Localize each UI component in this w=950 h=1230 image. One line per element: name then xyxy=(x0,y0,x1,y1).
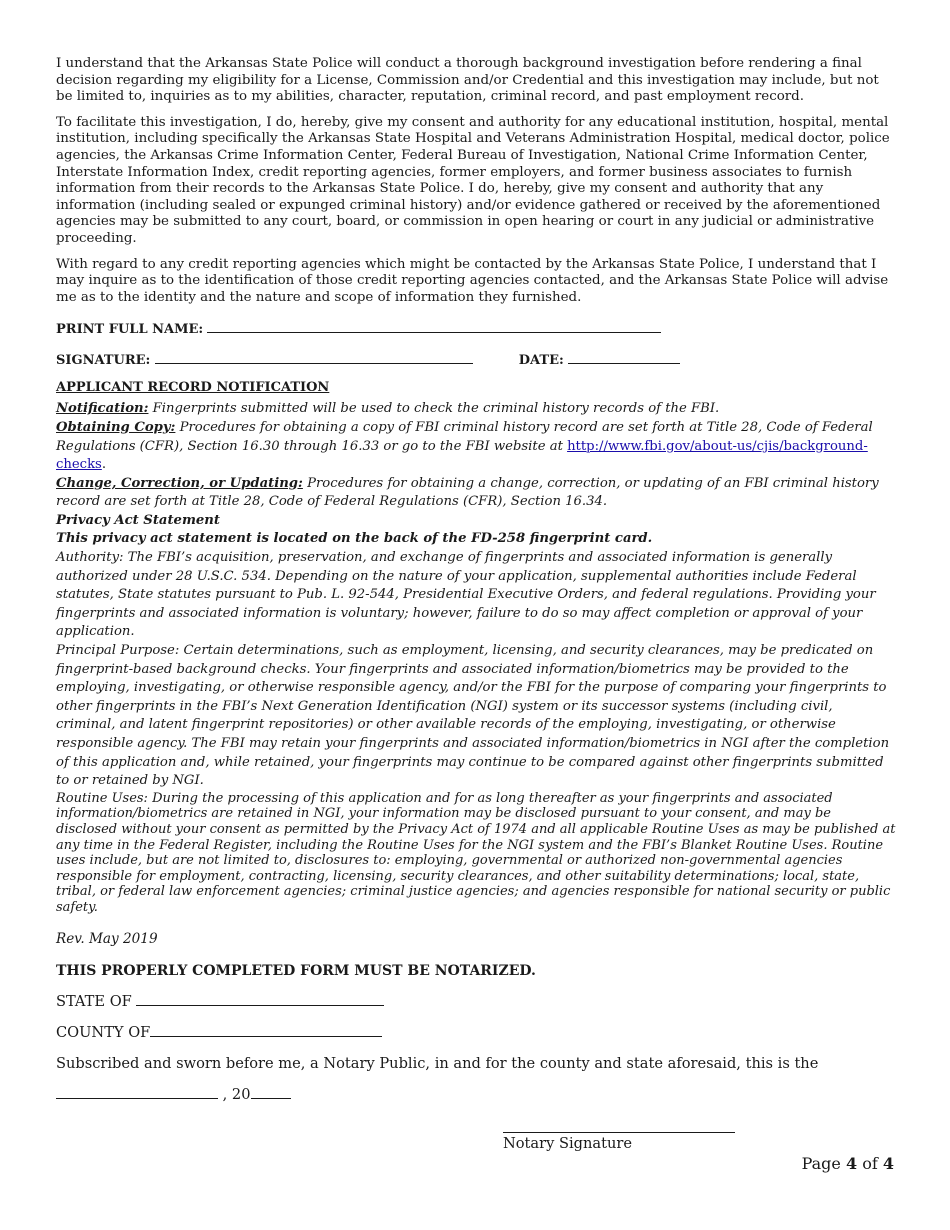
privacy-act-heading: Privacy Act Statement xyxy=(56,512,220,528)
privacy-act-location: This privacy act statement is located on the back of the FD-258 fingerprint card. xyxy=(56,531,653,547)
consent-paragraph-3: With regard to any credit reporting agencies which might be contacted by the Arkansas State Police, I understand that I may inquire as to the identification of those credit reporting agencies contacted, and the Arkansas State Police will advise me as to the identity and the nature and scope of information they furnished. xyxy=(56,256,889,305)
state-label: STATE OF xyxy=(56,993,132,1011)
signature-row xyxy=(56,351,896,370)
notarize-heading: THIS PROPERLY COMPLETED FORM MUST BE NOTARIZED. xyxy=(56,963,536,980)
notification-text: Fingerprints submitted will be used to check the criminal history records of the FBI. xyxy=(148,401,720,417)
consent-paragraph-2: To facilitate this investigation, I do, hereby, give my consent and authority for any educational institution, hospital, mental institution, including specifically the Arkansas State Hospital and Veterans Administration Hospital, medical doctor, police agencies, the Arkansas Crime Information Center, Federal Bureau of Investigation, National Crime Information Center, Interstate Information Index, credit reporting agencies, former employers, and former business associates to furnish information from their records to the Arkansas State Police. I do, hereby, give my consent and authority that any information (including sealed or expunged criminal history) and/or evidence gathered or received by the aforementioned agencies may be submitted to any court, board, or commission in open hearing or court in any judicial or administrative proceeding. xyxy=(56,114,890,246)
notification-label: Notification: xyxy=(56,401,149,417)
change-correction-text: Procedures for obtaining a change, correction, or updating of an FBI criminal history record are set forth at Title 28, Code of Federal Regulations (CFR), Section 16.34. xyxy=(56,475,879,510)
page-total: 4 xyxy=(882,1154,894,1173)
state-row xyxy=(56,993,896,1011)
notary-signature-block xyxy=(503,1122,735,1153)
county-label: COUNTY OF xyxy=(56,1024,151,1042)
page-number xyxy=(802,1154,894,1173)
fbi-website-link[interactable]: http://www.fbi.gov/about-us/cjis/background-checks xyxy=(56,438,868,473)
revision-date: Rev. May 2019 xyxy=(56,930,158,947)
obtaining-copy-text: Procedures for obtaining a copy of FBI criminal history record are set forth at Title 28, Code of Federal Regulations (CFR), Section 16.30 through 16.33 or go to the FBI website at xyxy=(56,419,873,454)
signature-field[interactable] xyxy=(155,351,473,364)
date-field[interactable] xyxy=(568,351,680,364)
sworn-date-row xyxy=(56,1086,896,1104)
page-word: Page xyxy=(801,1154,841,1173)
form-page xyxy=(56,56,896,1153)
print-name-field[interactable] xyxy=(207,320,661,333)
county-row xyxy=(56,1024,896,1042)
signature-label: SIGNATURE: xyxy=(56,353,151,369)
change-correction-label: Change, Correction, or Updating: xyxy=(56,475,303,491)
notification-line xyxy=(56,400,896,419)
authority-paragraph: Authority: The FBI’s acquisition, preservation, and exchange of fingerprints and associated information is generally authorized under 28 U.S.C. 534. Depending on the nature of your application, supplemental authorities include Federal statutes, State statutes pursuant to Pub. L. 92-544, Presidential Executive Orders, and federal regulations. Providing your fingerprints and associated information is voluntary; however, failure to do so may affect completion or approval of your application. xyxy=(56,550,876,640)
consent-paragraph-1: I understand that the Arkansas State Police will conduct a thorough background investigation before rendering a final decision regarding my eligibility for a License, Commission and/or Credential and this investigation may include, but not be limited to, inquiries as to my abilities, character, reputation, criminal record, and past employment record. xyxy=(56,56,879,105)
routine-uses-paragraph: Routine Uses: During the processing of this application and for as long thereafter as your fingerprints and associated information/biometrics are retained in NGI, your information may be disclosed pursuant to your consent, and may be disclosed without your consent as permitted by the Privacy Act of 1974 and all applicable Routine Uses as may be published at any time in the Federal Register, including the Routine Uses for the NGI system and the FBI’s Blanket Routine Uses. Routine uses include, but are not limited to, disclosures to: employing, governmental or authorized non-governmental agencies responsible for employment, contracting, licensing, security clearances, and other suitability determinations; local, state, tribal, or federal law enforcement agencies; criminal justice agencies; and agencies responsible for national security or public safety. xyxy=(56,790,896,915)
principal-purpose-paragraph: Principal Purpose: Certain determinations, such as employment, licensing, and security clearances, may be predicated on fingerprint-based background checks. Your fingerprints and associated information/biometrics may be provided to the employing, investigating, or otherwise responsible agency, and/or the FBI for the purpose of comparing your fingerprints to other fingerprints in the FBI’s Next Generation Identification (NGI) system or its successor systems (including civil, criminal, and latent fingerprint repositories) or other available records of the employing, investigating, or otherwise responsible agency. The FBI may retain your fingerprints and associated information/biometrics in NGI after the completion of this application and, while retained, your fingerprints may continue to be compared against other fingerprints submitted to or retained by NGI. xyxy=(56,643,890,789)
date-label: DATE: xyxy=(518,353,564,369)
obtaining-copy-period: . xyxy=(101,457,107,473)
state-field[interactable] xyxy=(136,993,384,1006)
print-name-row xyxy=(56,320,896,339)
notary-signature-label: Notary Signature xyxy=(503,1135,632,1153)
page-current: 4 xyxy=(845,1154,858,1173)
sworn-year-prefix: , 20 xyxy=(222,1086,251,1104)
sworn-day-field[interactable] xyxy=(56,1086,218,1099)
sworn-year-field[interactable] xyxy=(251,1086,291,1099)
county-field[interactable] xyxy=(150,1024,382,1037)
print-name-label: PRINT FULL NAME: xyxy=(56,322,204,338)
sworn-statement: Subscribed and sworn before me, a Notary Public, in and for the county and state aforesaid, this is the xyxy=(56,1055,819,1073)
page-of: of xyxy=(862,1154,878,1173)
obtaining-copy-line xyxy=(56,419,896,475)
obtaining-copy-label: Obtaining Copy: xyxy=(56,419,176,435)
change-correction-line xyxy=(56,475,896,512)
notification-heading: APPLICANT RECORD NOTIFICATION xyxy=(56,380,330,396)
notary-signature-field[interactable] xyxy=(503,1122,735,1133)
